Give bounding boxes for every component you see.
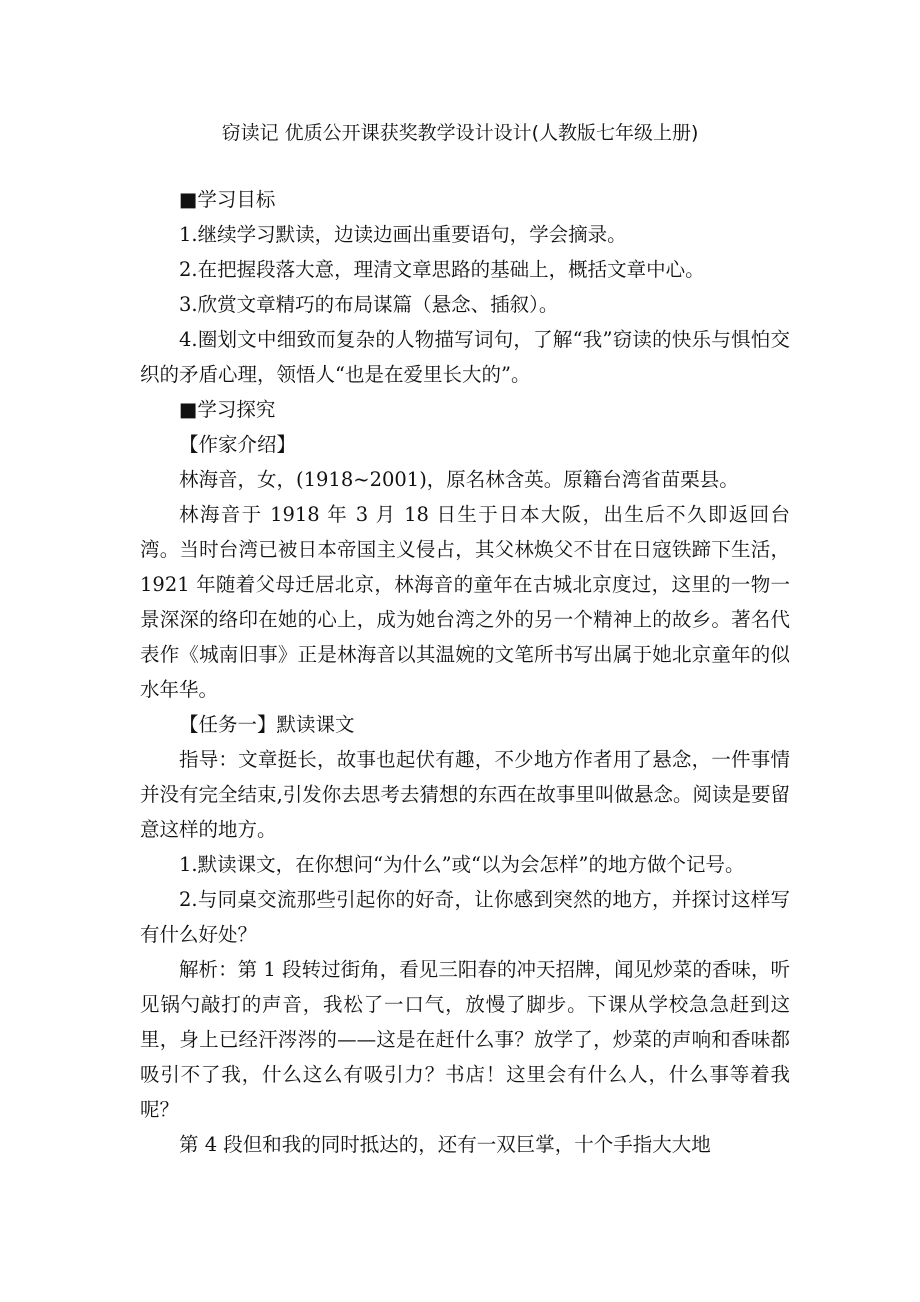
goal-item-3: 3.欣赏文章精巧的布局谋篇（悬念、插叙）。 — [179, 293, 559, 316]
document-title: 窃读记 优质公开课获奖教学设计设计(人教版七年级上册) — [221, 122, 699, 144]
task-item-1: 1.默读课文，在你想问“为什么”或“以为会怎样”的地方做个记号。 — [179, 853, 745, 876]
task-item-2: 2.与同桌交流那些引起你的好奇，让你感到突然的地方，并探讨这样写有什么好处？ — [140, 888, 790, 946]
author-intro-paragraph-2: 林海音于 1918 年 3 月 18 日生于日本大阪，出生后不久即返回台湾。当时台湾已被日本帝国主义侵占，其父林焕父不甘在日寇铁蹄下生活，1921 年随着父母迁居北京，林海音的童年在古城北京度过，这里的一物一景深深的络印在她的心上，成为她台湾之外的另一个精神上的故乡。著名代表作《城南旧事》正是林海音以其温婉的文笔所书写出属于她北京童年的似水年华。 — [140, 503, 790, 701]
section-heading-learning-inquiry: ■学习探究 — [179, 398, 276, 421]
goal-item-1: 1.继续学习默读，边读边画出重要语句，学会摘录。 — [179, 223, 627, 246]
section-heading-learning-goals: ■学习目标 — [179, 188, 276, 211]
author-intro-paragraph-1: 林海音，女，(1918~2001)，原名林含英。原籍台湾省苗栗县。 — [179, 468, 739, 491]
guidance-paragraph: 指导：文章挺长，故事也起伏有趣，不少地方作者用了悬念，一件事情并没有完全结束,引发你去思考去猜想的东西在故事里叫做悬念。阅读是要留意这样的地方。 — [140, 748, 790, 841]
goal-item-2: 2.在把握段落大意，理清文章思路的基础上，概括文章中心。 — [179, 258, 705, 281]
subheading-task-1: 【任务一】默读课文 — [179, 713, 355, 736]
goal-item-4: 4.圈划文中细致而复杂的人物描写词句，了解“我”窃读的快乐与惧怕交织的矛盾心理，领悟人“也是在爱里长大的”。 — [140, 328, 790, 386]
analysis-paragraph-2: 第 4 段但和我的同时抵达的，还有一双巨掌，十个手指大大地 — [179, 1133, 711, 1156]
document-body — [140, 182, 790, 1162]
analysis-paragraph-1: 解析：第 1 段转过街角，看见三阳春的冲天招牌，闻见炒菜的香味，听见锅勺敲打的声音，我松了一口气，放慢了脚步。下课从学校急急赶到这里，身上已经汗涔涔的——这是在赶什么事？放学了，炒菜的声响和香味都吸引不了我，什么这么有吸引力？书店！这里会有什么人，什么事等着我呢？ — [140, 958, 790, 1121]
subheading-author-intro: 【作家介绍】 — [179, 433, 297, 456]
